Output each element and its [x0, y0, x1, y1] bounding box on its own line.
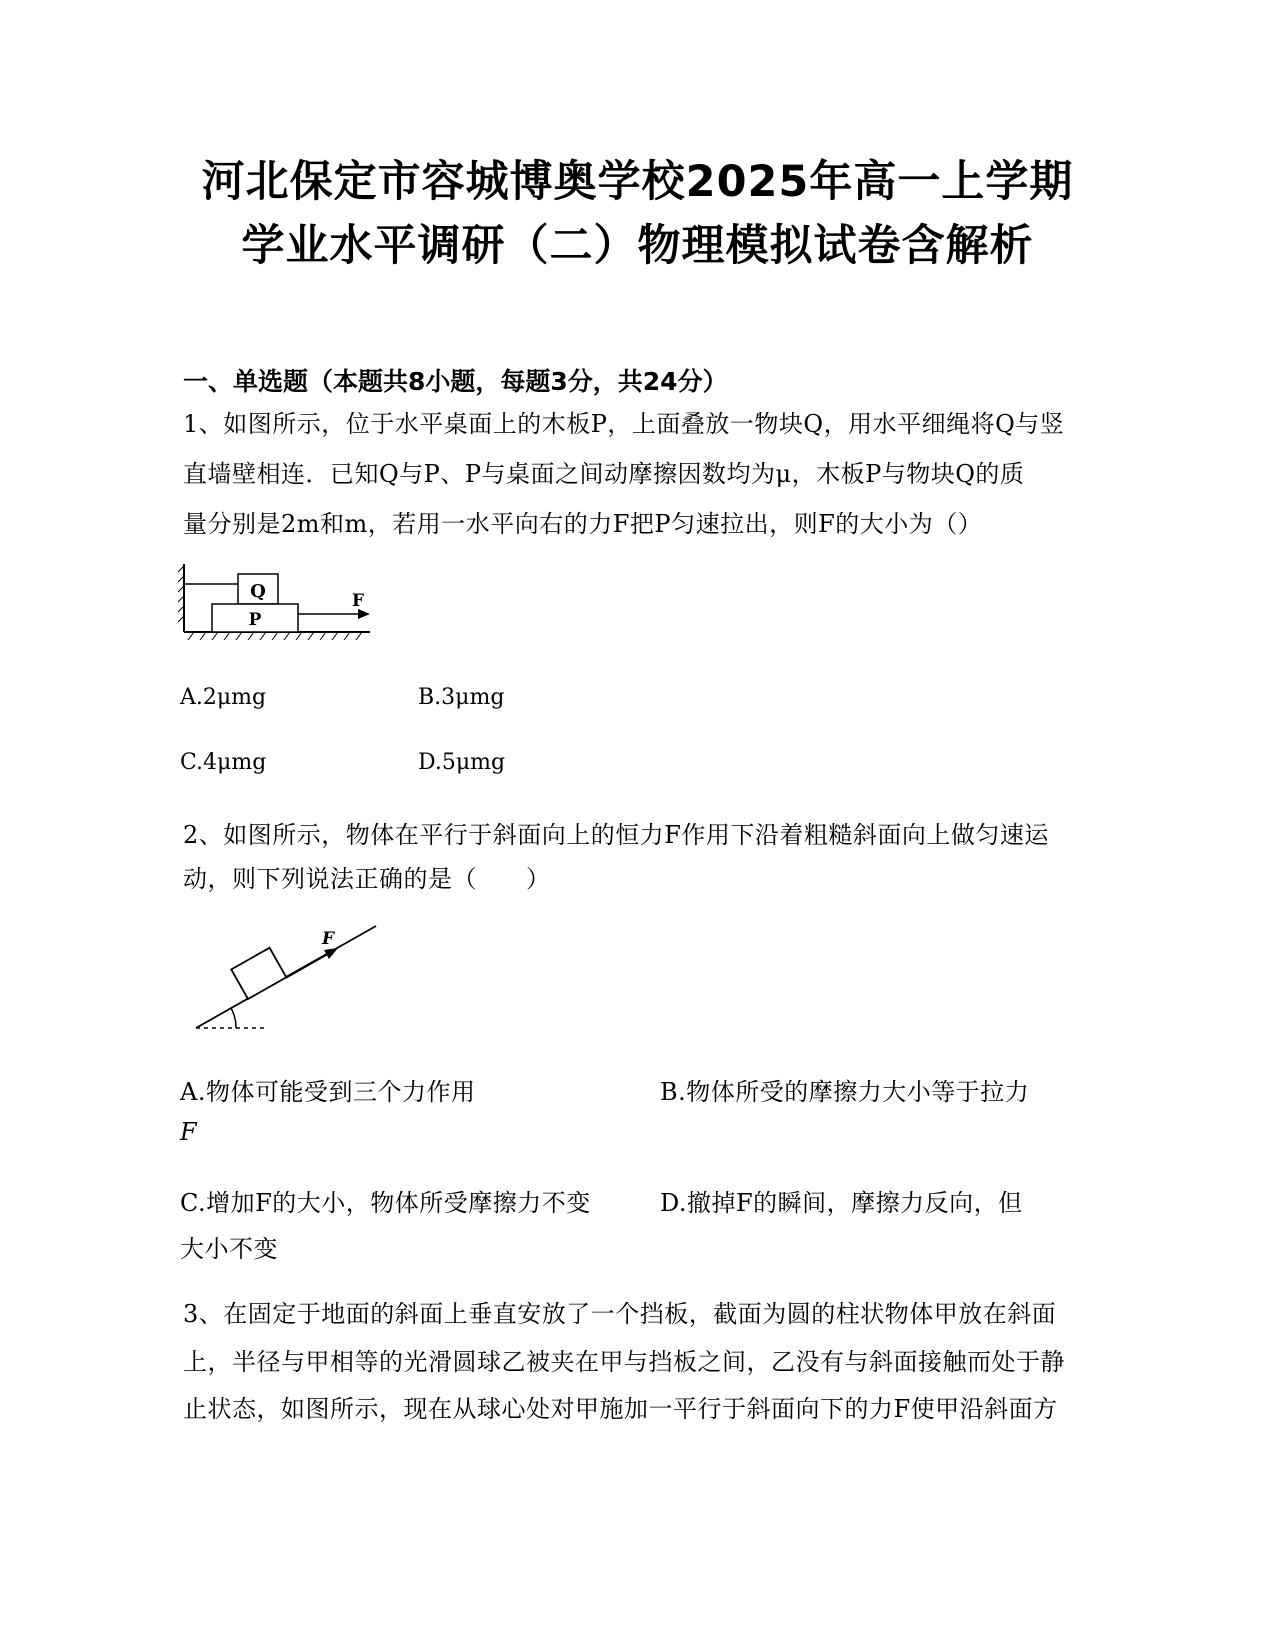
section-heading: 一、单选题（本题共8小题，每题3分，共24分） [183, 367, 728, 396]
force-label: F [352, 591, 365, 611]
question-3-text-line: 止状态，如图所示，现在从球心处对甲施加一平行于斜面向下的力F使甲沿斜面方 [183, 1395, 1058, 1423]
document-title-line-2: 学业水平调研（二）物理模拟试卷含解析 [241, 221, 1034, 271]
question-1-text-line: 1、如图所示，位于水平桌面上的木板P，上面叠放一物块Q，用水平细绳将Q与竖 [183, 410, 1065, 438]
question-2-figure [192, 922, 382, 1034]
block-p-label: P [248, 610, 262, 630]
question-3-text-line: 3、在固定于地面的斜面上垂直安放了一个挡板，截面为圆的柱状物体甲放在斜面 [183, 1300, 1057, 1328]
force-arrow-head [324, 948, 338, 959]
question-2-text-line: 动，则下列说法正确的是（ ） [183, 865, 551, 893]
option-a: A.2μmg [180, 685, 267, 710]
option-d: D.撤掉F的瞬间，摩擦力反向，但 [660, 1189, 1023, 1217]
question-2-text-line: 2、如图所示，物体在平行于斜面向上的恒力F作用下沿着粗糙斜面向上做匀速运 [183, 821, 1049, 849]
option-c: C.4μmg [180, 750, 267, 775]
force-arrow-line [286, 953, 330, 978]
option-b-continued: F [180, 1118, 198, 1146]
question-1-text-line: 直墙壁相连．已知Q与P、P与桌面之间动摩擦因数均为μ，木板P与物块Q的质 [183, 460, 1025, 488]
option-b: B.物体所受的摩擦力大小等于拉力 [660, 1078, 1030, 1106]
option-b: B.3μmg [418, 685, 505, 710]
block-q-label: Q [250, 581, 266, 602]
option-d: D.5μmg [418, 750, 506, 775]
question-1-text-line: 量分别是2m和m，若用一水平向右的力F把P匀速拉出，则F的大小为（） [183, 510, 983, 538]
document-title-line-1: 河北保定市容城博奥学校2025年高一上学期 [201, 157, 1074, 207]
angle-arc [231, 1008, 236, 1028]
force-label: F [322, 929, 335, 949]
question-1-figure [178, 562, 378, 648]
question-3-text-line: 上，半径与甲相等的光滑圆球乙被夹在甲与挡板之间，乙没有与斜面接触而处于静 [183, 1348, 1065, 1376]
ground-hatching [188, 632, 362, 640]
option-a: A.物体可能受到三个力作用 [180, 1078, 476, 1106]
option-d-continued: 大小不变 [180, 1235, 278, 1263]
block-on-incline [231, 948, 286, 999]
option-c: C.增加F的大小，物体所受摩擦力不变 [180, 1189, 591, 1217]
